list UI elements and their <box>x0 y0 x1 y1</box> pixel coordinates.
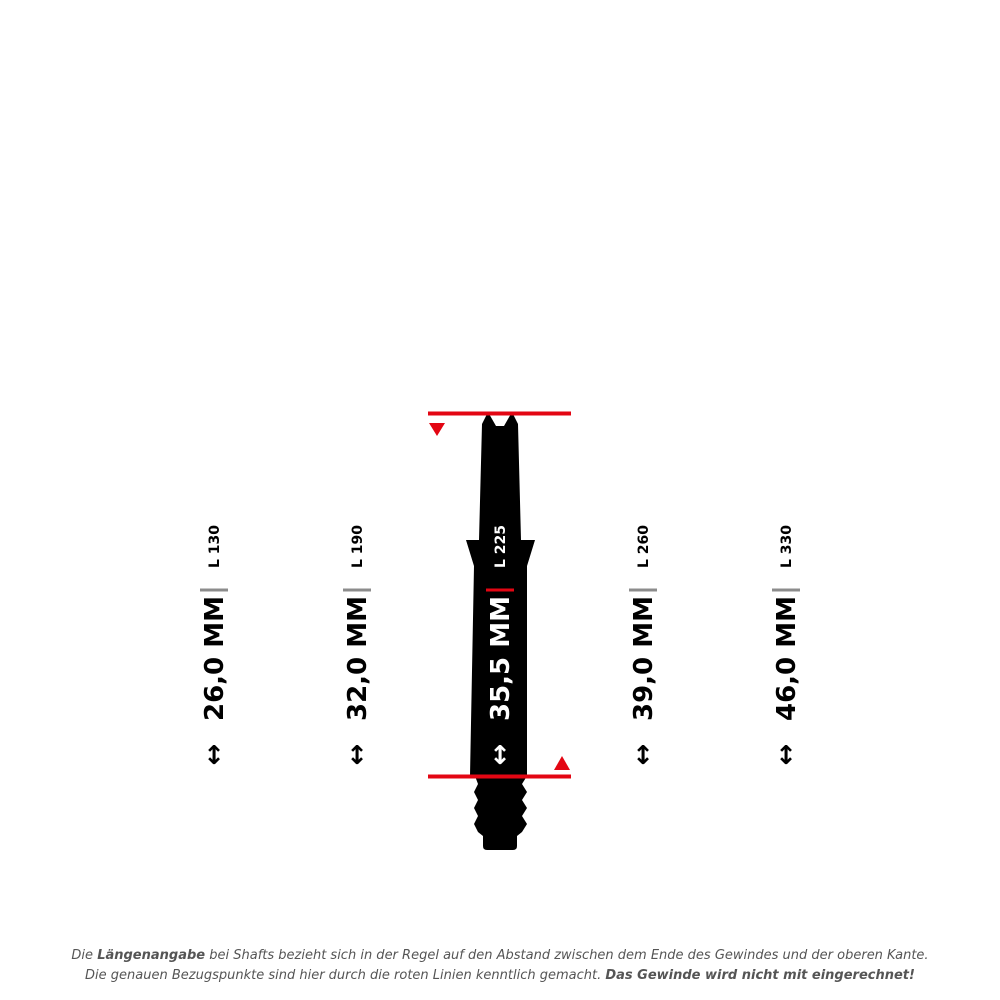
shaft-code-label: L 225 <box>493 524 509 568</box>
shaft-length-label: 35,5 MM <box>486 596 516 721</box>
double-arrow-vertical-icon: ↕ <box>489 741 511 771</box>
shaft-length-label: 26,0 MM <box>200 596 230 721</box>
shaft-column-l-190 <box>343 525 373 771</box>
shaft-column-l-130 <box>200 525 230 771</box>
shaft-column-l-260 <box>629 525 659 771</box>
shaft-thread <box>474 776 527 850</box>
triangle-up-icon <box>554 756 570 770</box>
shaft-code-label: L 130 <box>207 524 223 568</box>
footnote <box>0 946 1000 986</box>
double-arrow-vertical-icon: ↕ <box>632 741 654 771</box>
shaft-code-label: L 190 <box>350 524 366 568</box>
double-arrow-vertical-icon: ↕ <box>203 741 225 771</box>
shaft-code-label: L 260 <box>636 524 652 568</box>
double-arrow-vertical-icon: ↕ <box>346 741 368 771</box>
shaft-length-label: 32,0 MM <box>343 596 373 721</box>
footnote-line-1: Die Längenangabe bei Shafts bezieht sich in der Regel auf den Abstand zwischen dem Ende des Gewindes und der oberen Kante. <box>71 948 929 963</box>
double-arrow-vertical-icon: ↕ <box>775 741 797 771</box>
triangle-down-icon <box>429 423 445 436</box>
shaft-length-label: 46,0 MM <box>772 596 802 721</box>
shaft-code-label: L 330 <box>779 524 795 568</box>
shaft-length-label: 39,0 MM <box>629 596 659 721</box>
shaft-column-l-330 <box>772 525 802 771</box>
footnote-line-2: Die genauen Bezugspunkte sind hier durch die roten Linien kenntlich gemacht. Das Gewinde wird nicht mit eingerechnet! <box>85 968 915 983</box>
